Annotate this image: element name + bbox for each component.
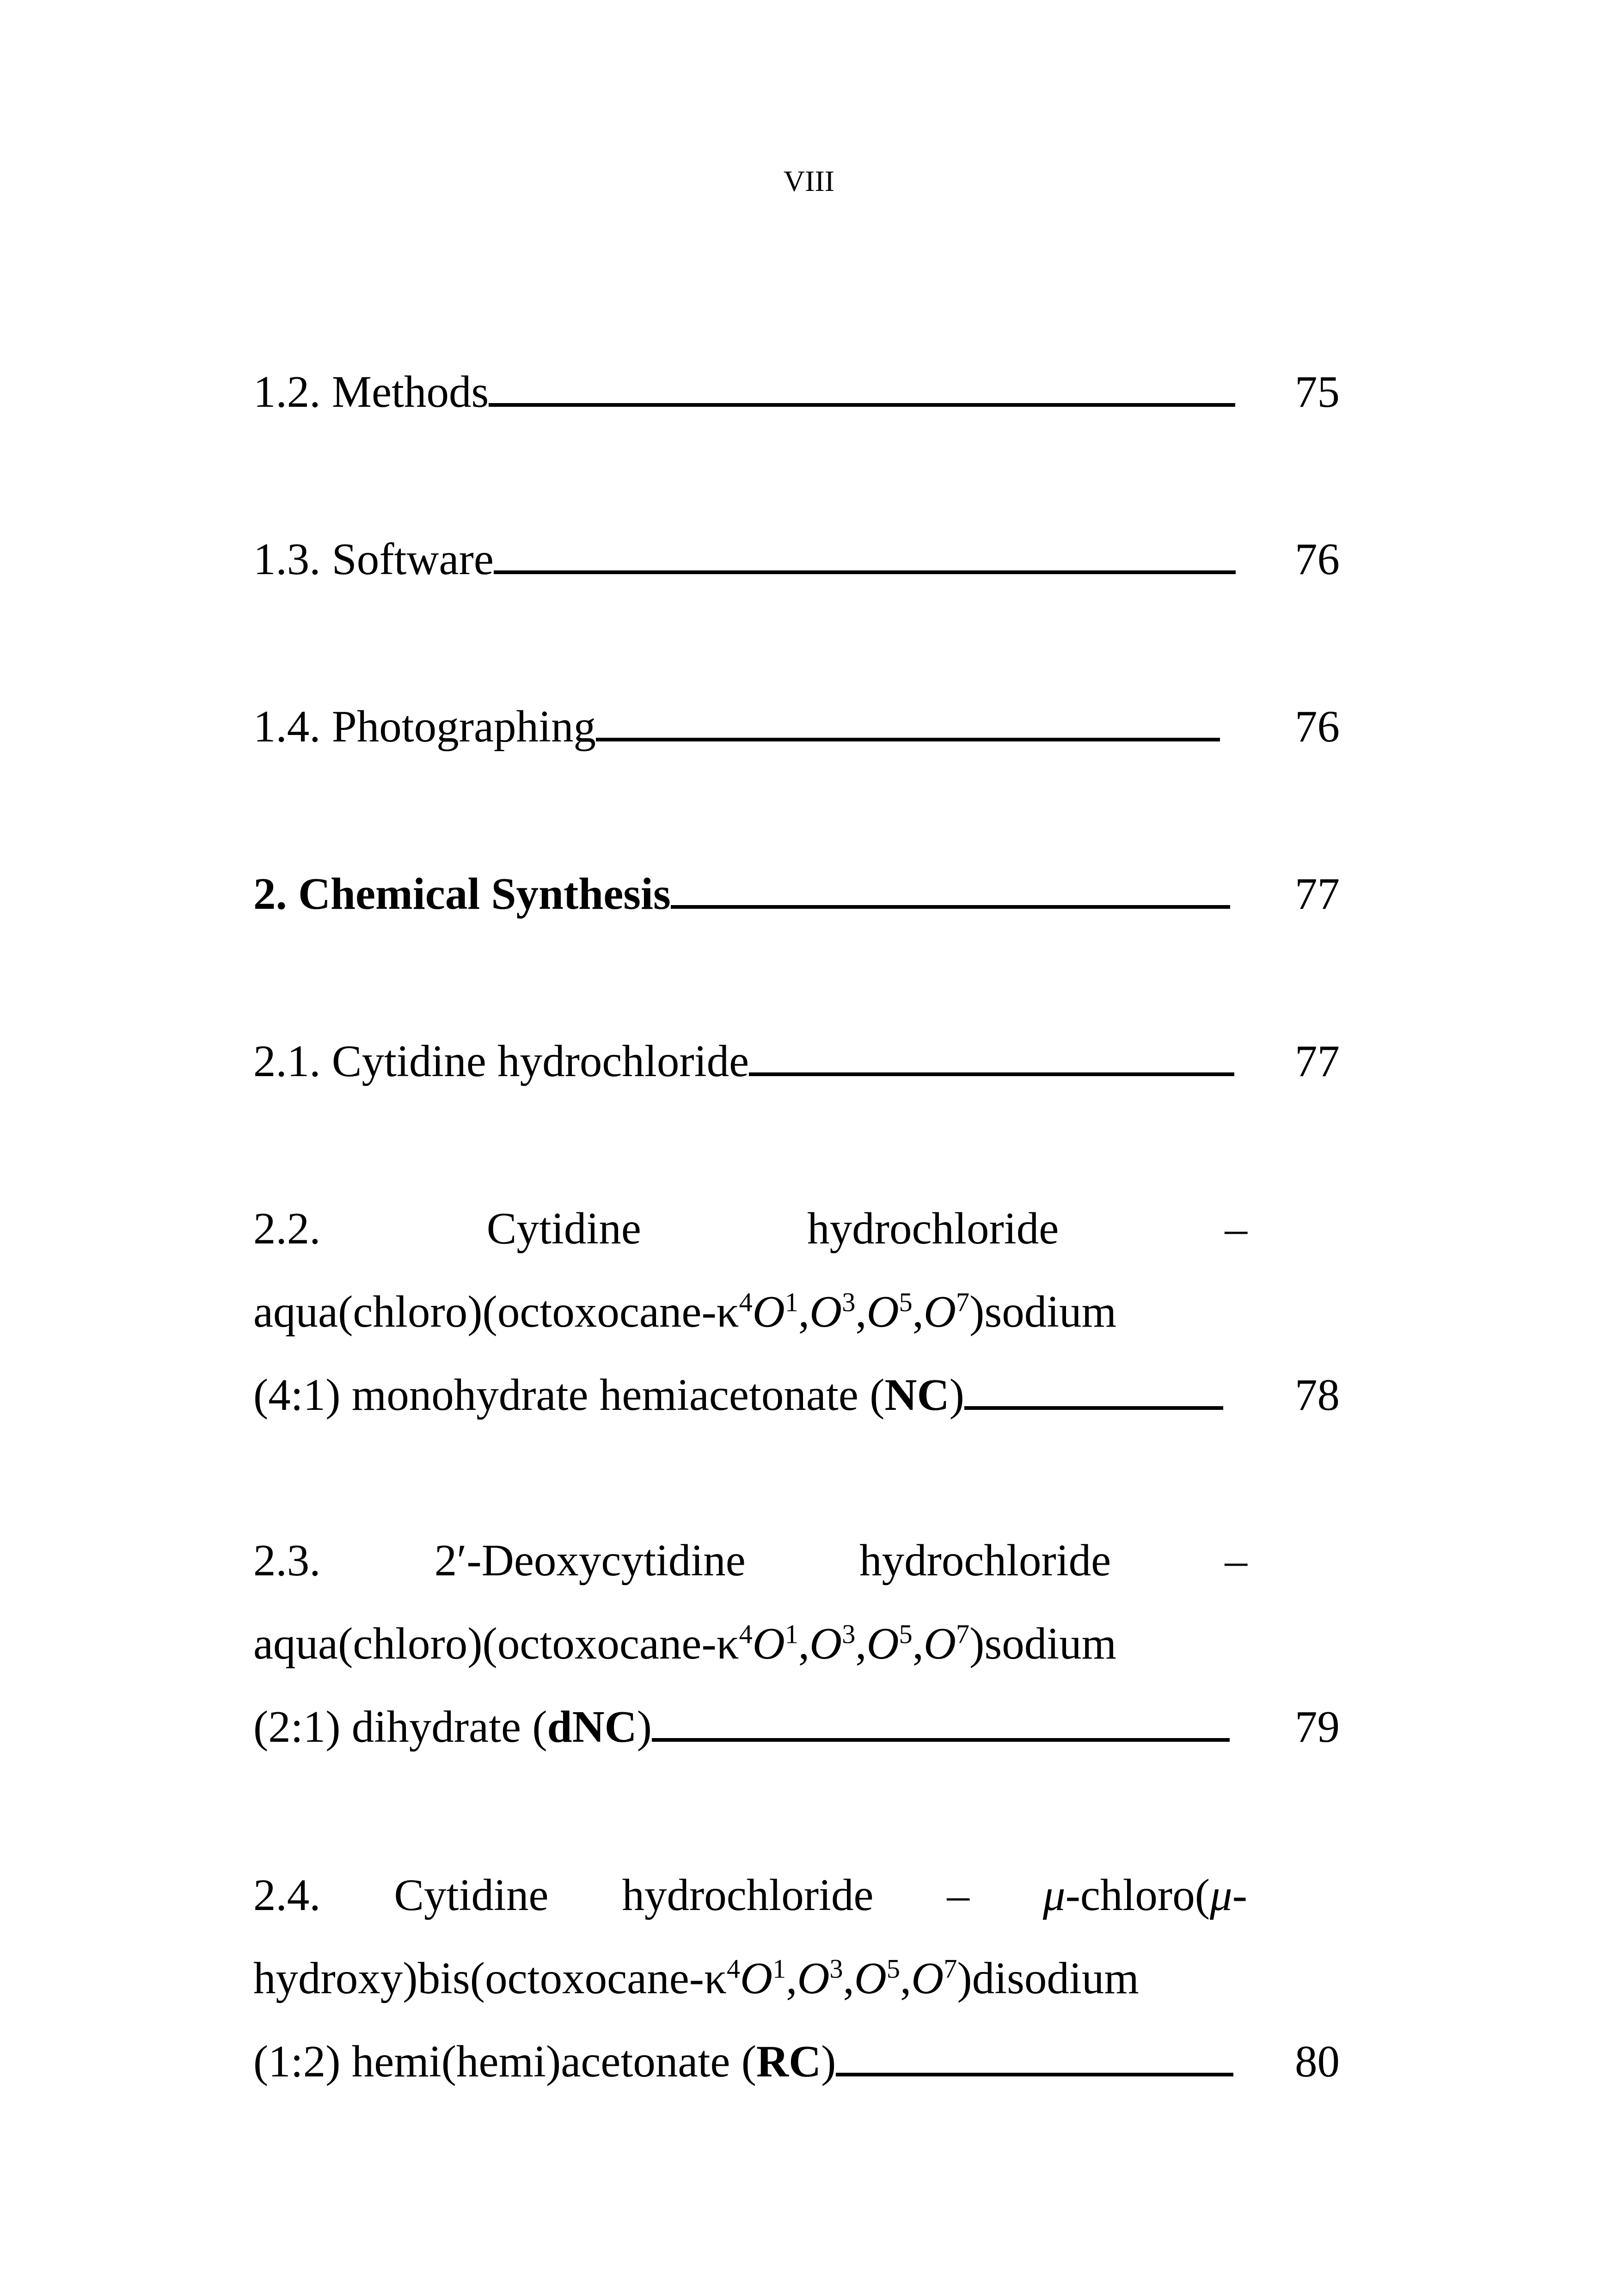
toc-entry-text: -chloro( [1065,1870,1210,1920]
oxygen-italic: O [854,1953,887,2003]
toc-entry-text: )sodium [969,1619,1117,1668]
dot-leader [749,1072,1234,1076]
toc-entry-rc[interactable] [253,1854,1340,2103]
toc-entry-dnc[interactable] [253,1519,1340,1769]
compound-code: RC [756,2037,821,2086]
dot-leader [671,905,1230,909]
toc-entry-text: )sodium [969,1287,1117,1336]
toc-entry-nc[interactable] [253,1187,1340,1437]
oxygen-italic: O [923,1287,956,1336]
toc-entry-word [1043,1870,1247,1920]
oxygen-italic: O [866,1287,899,1336]
toc-entry-text: (4:1) monohydrate hemiacetonate ( [253,1370,885,1420]
superscript: 4 [739,1287,753,1317]
toc-entry-line [253,1187,1247,1270]
toc-entry-page: 80 [1295,2037,1340,2086]
compound-code: NC [884,1370,950,1420]
toc-entry-chemical-synthesis[interactable] [253,852,1340,936]
toc-entry-title: 1.3. Software [253,534,494,584]
toc-entry-line [253,1685,1340,1769]
dot-leader [489,403,1235,407]
oxygen-italic: O [809,1287,842,1336]
toc-entry-line [253,1519,1247,1602]
toc-entry-line: $aqua(chloro)(octoxocane-\kappa^4O^1,O^3,O^5,O^7)sodium$ [253,1619,1117,1668]
toc-entry-word: hydrochloride [859,1536,1111,1585]
page-number: VIII [783,165,835,197]
toc-entry-word: Cytidine [486,1204,641,1253]
toc-entry-title: 1.2. Methods [253,367,489,416]
mu-symbol: μ [1042,1870,1066,1920]
toc-entry-page: 75 [1295,367,1340,416]
dot-leader [494,570,1236,574]
toc-entry-word: 2′-Deoxycytidine [434,1536,746,1585]
superscript: 4 [726,1953,741,1984]
superscript: 1 [772,1953,786,1984]
oxygen-italic: O [911,1953,944,2003]
toc-entry-number: 2.3. [253,1536,321,1585]
superscript: 7 [956,1287,970,1317]
toc-entry-title: 1.4. Photographing [253,702,596,751]
toc-entry-text: (2:1) dihydrate ( [253,1702,547,1751]
oxygen-italic: O [923,1619,956,1668]
toc-entry-methods[interactable] [253,350,1340,434]
toc-entry-text: ) [821,2037,836,2086]
dot-leader [652,1738,1230,1742]
superscript: 3 [842,1287,856,1317]
toc-entry-dash: – [1225,1536,1247,1585]
toc-entry-dash: – [947,1870,969,1920]
superscript: 5 [886,1953,901,1984]
toc-entry-line: $aqua(chloro)(octoxocane-\kappa^4O^1,O^3,O^5,O^7)sodium$ [253,1287,1117,1336]
superscript: 1 [784,1287,798,1317]
toc-entry-word: hydrochloride [807,1204,1059,1253]
toc-entry-text: aqua(chloro)(octoxocane-κ [253,1287,739,1336]
toc-entry-text: (1:2) hemi(hemi)acetonate ( [253,2037,757,2086]
toc-entry-text: aqua(chloro)(octoxocane-κ [253,1619,739,1668]
toc-entry-word: hydrochloride [622,1870,874,1920]
superscript: 3 [829,1953,843,1984]
toc-entry-page: 76 [1295,702,1340,751]
toc-entry-line [253,2020,1340,2103]
superscript: 1 [784,1619,798,1649]
dot-leader [596,738,1220,741]
superscript: 3 [842,1619,856,1649]
oxygen-italic: O [752,1619,785,1668]
oxygen-italic: O [809,1619,842,1668]
toc-entry-page: 77 [1295,1036,1340,1086]
toc-entry-text: ) [949,1370,964,1420]
toc-entry-software[interactable] [253,518,1340,601]
superscript: 7 [944,1953,957,1984]
toc-entry-text: ) [637,1702,652,1751]
oxygen-italic: O [752,1287,785,1336]
compound-code: dNC [547,1702,637,1751]
dot-leader [836,2073,1233,2076]
toc-entry-word: Cytidine [394,1870,549,1920]
dot-leader [964,1406,1223,1410]
toc-entry-text: hydroxy)bis(octoxocane-κ [253,1953,727,2003]
toc-entry-number: 2.2. [253,1204,321,1253]
toc-section-title: 2. Chemical Synthesis [253,869,671,918]
toc-entry-line [253,1854,1247,1937]
toc-entry-page: 79 [1295,1702,1340,1751]
toc-entry-line [253,1353,1340,1437]
mu-symbol: μ [1210,1870,1232,1920]
toc-entry-line: $hydroxy)bis(octoxocane-\kappa^4O^1,O^3,O^5,O^7)disodium$ [253,1953,1139,2003]
toc-entry-text: - [1232,1870,1248,1920]
toc-entry-number: 2.4. [253,1870,321,1920]
toc-entry-photographing[interactable] [253,685,1340,768]
superscript: 5 [899,1619,913,1649]
oxygen-italic: O [866,1619,899,1668]
toc-entry-page: 77 [1295,869,1340,918]
toc-entry-dash: – [1225,1204,1248,1253]
toc-entry-page: 76 [1295,534,1340,584]
toc-entry-text: )disodium [957,1953,1139,2003]
toc-entry-cytidine-hydrochloride[interactable] [253,1020,1340,1103]
toc-entry-page: 78 [1295,1370,1340,1420]
oxygen-italic: O [797,1953,830,2003]
oxygen-italic: O [740,1953,773,2003]
superscript: 4 [739,1619,753,1649]
superscript: 7 [956,1619,970,1649]
toc-entry-title: 2.1. Cytidine hydrochloride [253,1036,749,1086]
superscript: 5 [899,1287,913,1317]
